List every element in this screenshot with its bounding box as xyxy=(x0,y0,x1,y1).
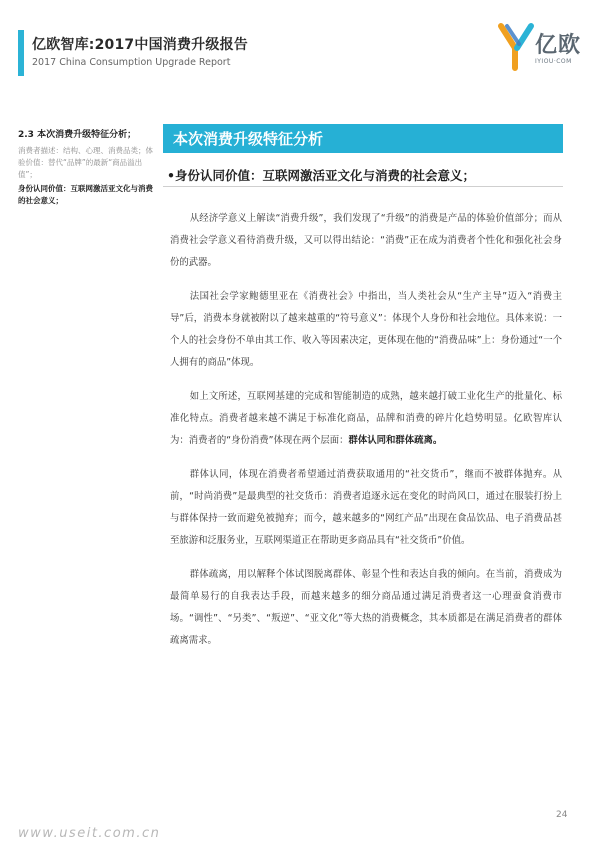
header-accent-bar xyxy=(18,30,24,76)
section-banner xyxy=(163,124,563,153)
report-title: 亿欧智库:2017中国消费升级报告 xyxy=(32,37,248,53)
subtitle-divider xyxy=(163,186,563,187)
section-subtitle: •身份认同价值：互联网激活亚文化与消费的社会意义； xyxy=(167,168,475,183)
logo-chinese-text: 亿欧 xyxy=(535,33,582,58)
report-subtitle: 2017 China Consumption Upgrade Report xyxy=(32,57,231,68)
logo-english-text: IYIOU·COM xyxy=(535,58,572,65)
page-number: 24 xyxy=(556,810,568,820)
sidebar-heading: 2.3 本次消费升级特征分析； xyxy=(18,130,137,140)
section-title: 本次消费升级特征分析 xyxy=(173,130,324,148)
sidebar-outline xyxy=(18,128,158,207)
report-header xyxy=(0,0,600,95)
paragraph: 法国社会学家鲍德里亚在《消费社会》中指出，当人类社会从“生产主导”迈入“消费主导”后，消费本身就被附以了越来越重的“符号意义”：体现个人身份和社会地位。具体来说：一个人的社会身份不单由其工作、收入等因素决定，更体现在他的“消费品味”上：身份通过“一个人拥有的商品”体现。 xyxy=(170,291,562,368)
paragraph: 从经济学意义上解读“消费升级”，我们发现了“升级”的消费是产品的体验价值部分；而从消费社会学意义看待消费升级，又可以得出结论：“消费”正在成为消费者个性化和强化社会身份的武器。 xyxy=(170,213,562,268)
iyiou-logo xyxy=(497,22,587,78)
body-content xyxy=(170,208,562,664)
paragraph: 如上文所述，互联网基建的完成和智能制造的成熟，越来越打破工业化生产的批量化、标准化特点。消费者越来越不满足于标准化商品，品牌和消费的碎片化趋势明显。亿欧智库认为：消费者的“身份消费”体现在两个层面：群体认同和群体疏离。 xyxy=(170,391,562,446)
logo-y-icon xyxy=(497,22,537,72)
watermark: www.useit.com.cn xyxy=(18,826,161,841)
sidebar-description: 消费者描述：结构、心理、消费品类；体验价值：替代“品牌”的最新“商品溢出值”； xyxy=(18,146,153,179)
paragraph: 群体认同，体现在消费者希望通过消费获取通用的“社交货币”，继而不被群体抛弃。从前，“时尚消费”是最典型的社交货币：消费者追逐永远在变化的时尚风口，通过在服装打扮上与群体保持一致而避免被抛弃；而今，越来越多的“网红产品”出现在食品饮品、电子消费品甚至旅游和泛服务业，互联网渠道正在帮助更多商品具有“社交货币”价值。 xyxy=(170,469,562,546)
bold-conclusion: 群体认同和群体疏离。 xyxy=(348,435,443,446)
paragraph: 群体疏离，用以解释个体试图脱离群体、彰显个性和表达自我的倾向。在当前，消费成为最简单易行的自我表达手段，而越来越多的细分商品通过满足消费者这一心理蚕食消费市场。“调性”、“另类”、“叛逆”、“亚文化”等大热的消费概念，其本质都是在满足消费者的群体疏离需求。 xyxy=(170,569,562,646)
sidebar-active-item: 身份认同价值：互联网激活亚文化与消费的社会意义； xyxy=(18,184,153,205)
